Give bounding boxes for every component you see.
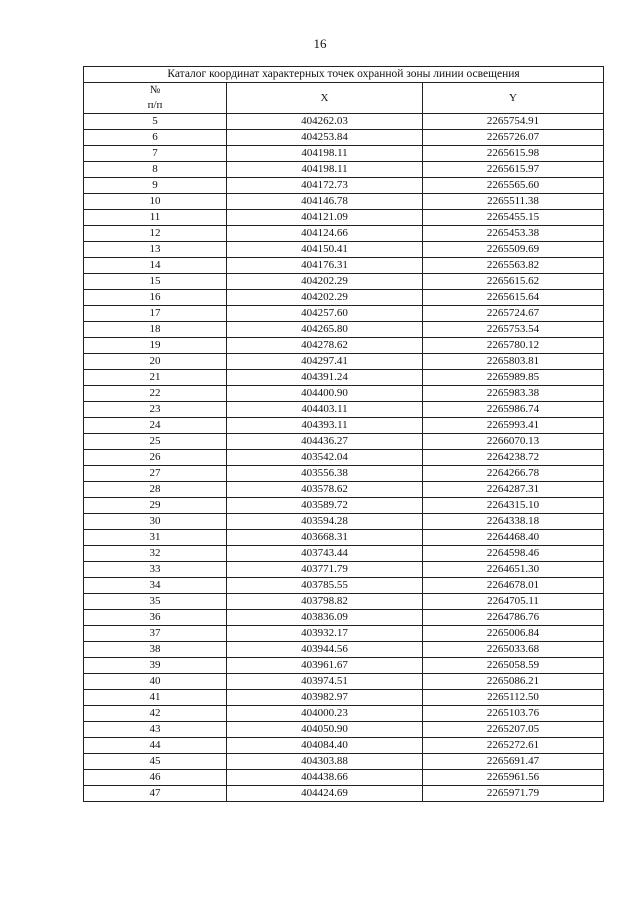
point-number-cell: 5 (84, 114, 227, 130)
point-number-cell: 35 (84, 594, 227, 610)
x-coordinate-cell: 404438.66 (227, 770, 423, 786)
point-number-cell: 45 (84, 754, 227, 770)
point-number-cell: 21 (84, 370, 227, 386)
table-row (84, 402, 604, 418)
table-row (84, 194, 604, 210)
point-number-cell: 15 (84, 274, 227, 290)
point-number-cell: 25 (84, 434, 227, 450)
point-number-cell: 46 (84, 770, 227, 786)
table-row (84, 306, 604, 322)
table-row (84, 530, 604, 546)
y-coordinate-cell: 2265989.85 (423, 370, 604, 386)
point-number-cell: 6 (84, 130, 227, 146)
y-coordinate-cell: 2264315.10 (423, 498, 604, 514)
point-number-cell: 20 (84, 354, 227, 370)
table-header-row (84, 83, 604, 114)
y-coordinate-cell: 2265993.41 (423, 418, 604, 434)
point-number-cell: 23 (84, 402, 227, 418)
header-number-symbol: № (149, 84, 161, 96)
x-coordinate-cell: 403836.09 (227, 610, 423, 626)
y-coordinate-cell: 2265983.38 (423, 386, 604, 402)
x-coordinate-cell: 403932.17 (227, 626, 423, 642)
table-row (84, 466, 604, 482)
x-coordinate-cell: 404084.40 (227, 738, 423, 754)
table-row (84, 178, 604, 194)
point-number-cell: 26 (84, 450, 227, 466)
y-coordinate-cell: 2265272.61 (423, 738, 604, 754)
table-row (84, 338, 604, 354)
y-coordinate-cell: 2265754.91 (423, 114, 604, 130)
x-coordinate-cell: 404257.60 (227, 306, 423, 322)
table-row (84, 722, 604, 738)
y-coordinate-cell: 2265453.38 (423, 226, 604, 242)
table-row (84, 450, 604, 466)
x-coordinate-cell: 404303.88 (227, 754, 423, 770)
x-coordinate-cell: 403982.97 (227, 690, 423, 706)
x-coordinate-cell: 404172.73 (227, 178, 423, 194)
table-row (84, 514, 604, 530)
x-coordinate-cell: 404150.41 (227, 242, 423, 258)
y-coordinate-cell: 2264598.46 (423, 546, 604, 562)
x-coordinate-cell: 403944.56 (227, 642, 423, 658)
x-coordinate-cell: 404391.24 (227, 370, 423, 386)
table-row (84, 434, 604, 450)
table-row (84, 418, 604, 434)
point-number-cell: 41 (84, 690, 227, 706)
point-number-cell: 7 (84, 146, 227, 162)
table-title-row (84, 67, 604, 83)
y-coordinate-cell: 2265615.64 (423, 290, 604, 306)
table-row (84, 674, 604, 690)
y-coordinate-cell: 2264266.78 (423, 466, 604, 482)
point-number-cell: 30 (84, 514, 227, 530)
point-number-cell: 11 (84, 210, 227, 226)
point-number-cell: 44 (84, 738, 227, 754)
point-number-cell: 33 (84, 562, 227, 578)
table-row (84, 162, 604, 178)
y-coordinate-cell: 2265207.05 (423, 722, 604, 738)
table-row (84, 322, 604, 338)
point-number-cell: 9 (84, 178, 227, 194)
y-coordinate-cell: 2264338.18 (423, 514, 604, 530)
x-coordinate-cell: 404124.66 (227, 226, 423, 242)
y-coordinate-cell: 2265615.62 (423, 274, 604, 290)
y-coordinate-cell: 2265511.38 (423, 194, 604, 210)
point-number-cell: 40 (84, 674, 227, 690)
table-row (84, 594, 604, 610)
table-body (84, 114, 604, 802)
table-row (84, 386, 604, 402)
y-coordinate-cell: 2265780.12 (423, 338, 604, 354)
point-number-cell: 18 (84, 322, 227, 338)
table-row (84, 786, 604, 802)
y-coordinate-cell: 2264468.40 (423, 530, 604, 546)
x-coordinate-cell: 404297.41 (227, 354, 423, 370)
y-coordinate-cell: 2264786.76 (423, 610, 604, 626)
x-coordinate-cell: 404265.80 (227, 322, 423, 338)
x-coordinate-cell: 404424.69 (227, 786, 423, 802)
header-x: X (227, 83, 423, 114)
table-title: Каталог координат характерных точек охранной зоны линии освещения (84, 67, 604, 83)
x-coordinate-cell: 404262.03 (227, 114, 423, 130)
table-row (84, 354, 604, 370)
y-coordinate-cell: 2265563.82 (423, 258, 604, 274)
table-row (84, 498, 604, 514)
point-number-cell: 14 (84, 258, 227, 274)
coordinate-catalog-table (83, 66, 604, 802)
table-row (84, 290, 604, 306)
y-coordinate-cell: 2265691.47 (423, 754, 604, 770)
point-number-cell: 32 (84, 546, 227, 562)
table-row (84, 578, 604, 594)
table-row (84, 130, 604, 146)
x-coordinate-cell: 404198.11 (227, 146, 423, 162)
x-coordinate-cell: 404400.90 (227, 386, 423, 402)
x-coordinate-cell: 404436.27 (227, 434, 423, 450)
table-row (84, 114, 604, 130)
point-number-cell: 12 (84, 226, 227, 242)
point-number-cell: 28 (84, 482, 227, 498)
y-coordinate-cell: 2265803.81 (423, 354, 604, 370)
x-coordinate-cell: 404393.11 (227, 418, 423, 434)
x-coordinate-cell: 404146.78 (227, 194, 423, 210)
point-number-cell: 42 (84, 706, 227, 722)
point-number-cell: 22 (84, 386, 227, 402)
x-coordinate-cell: 404121.09 (227, 210, 423, 226)
x-coordinate-cell: 404050.90 (227, 722, 423, 738)
y-coordinate-cell: 2264287.31 (423, 482, 604, 498)
header-number (84, 83, 227, 114)
table-row (84, 642, 604, 658)
point-number-cell: 47 (84, 786, 227, 802)
point-number-cell: 39 (84, 658, 227, 674)
x-coordinate-cell: 403743.44 (227, 546, 423, 562)
y-coordinate-cell: 2265455.15 (423, 210, 604, 226)
point-number-cell: 38 (84, 642, 227, 658)
table-row (84, 482, 604, 498)
y-coordinate-cell: 2265753.54 (423, 322, 604, 338)
x-coordinate-cell: 403785.55 (227, 578, 423, 594)
table-row (84, 610, 604, 626)
point-number-cell: 27 (84, 466, 227, 482)
y-coordinate-cell: 2265615.97 (423, 162, 604, 178)
table-row (84, 274, 604, 290)
y-coordinate-cell: 2265615.98 (423, 146, 604, 162)
y-coordinate-cell: 2264651.30 (423, 562, 604, 578)
x-coordinate-cell: 403542.04 (227, 450, 423, 466)
table-row (84, 770, 604, 786)
x-coordinate-cell: 403578.62 (227, 482, 423, 498)
y-coordinate-cell: 2265086.21 (423, 674, 604, 690)
table-row (84, 146, 604, 162)
y-coordinate-cell: 2265724.67 (423, 306, 604, 322)
page-number: 16 (313, 36, 327, 51)
point-number-cell: 10 (84, 194, 227, 210)
point-number-cell: 8 (84, 162, 227, 178)
point-number-cell: 29 (84, 498, 227, 514)
point-number-cell: 36 (84, 610, 227, 626)
point-number-cell: 24 (84, 418, 227, 434)
x-coordinate-cell: 403594.28 (227, 514, 423, 530)
x-coordinate-cell: 403974.51 (227, 674, 423, 690)
x-coordinate-cell: 403589.72 (227, 498, 423, 514)
x-coordinate-cell: 404253.84 (227, 130, 423, 146)
y-coordinate-cell: 2265103.76 (423, 706, 604, 722)
table-row (84, 226, 604, 242)
x-coordinate-cell: 404278.62 (227, 338, 423, 354)
x-coordinate-cell: 403961.67 (227, 658, 423, 674)
table-row (84, 706, 604, 722)
point-number-cell: 19 (84, 338, 227, 354)
x-coordinate-cell: 404202.29 (227, 290, 423, 306)
y-coordinate-cell: 2265033.68 (423, 642, 604, 658)
point-number-cell: 43 (84, 722, 227, 738)
x-coordinate-cell: 403771.79 (227, 562, 423, 578)
y-coordinate-cell: 2265112.50 (423, 690, 604, 706)
y-coordinate-cell: 2265565.60 (423, 178, 604, 194)
table-row (84, 754, 604, 770)
point-number-cell: 16 (84, 290, 227, 306)
x-coordinate-cell: 404202.29 (227, 274, 423, 290)
point-number-cell: 13 (84, 242, 227, 258)
y-coordinate-cell: 2265986.74 (423, 402, 604, 418)
table-row (84, 258, 604, 274)
y-coordinate-cell: 2266070.13 (423, 434, 604, 450)
x-coordinate-cell: 403798.82 (227, 594, 423, 610)
y-coordinate-cell: 2265726.07 (423, 130, 604, 146)
point-number-cell: 31 (84, 530, 227, 546)
point-number-cell: 34 (84, 578, 227, 594)
y-coordinate-cell: 2264705.11 (423, 594, 604, 610)
x-coordinate-cell: 403556.38 (227, 466, 423, 482)
table-row (84, 370, 604, 386)
table-row (84, 626, 604, 642)
x-coordinate-cell: 404176.31 (227, 258, 423, 274)
x-coordinate-cell: 404000.23 (227, 706, 423, 722)
y-coordinate-cell: 2265058.59 (423, 658, 604, 674)
table-row (84, 738, 604, 754)
x-coordinate-cell: 403668.31 (227, 530, 423, 546)
y-coordinate-cell: 2264678.01 (423, 578, 604, 594)
table-row (84, 546, 604, 562)
table-row (84, 242, 604, 258)
table-row (84, 690, 604, 706)
header-number-abbrev: п/п (147, 99, 163, 111)
table-row (84, 562, 604, 578)
y-coordinate-cell: 2265006.84 (423, 626, 604, 642)
y-coordinate-cell: 2265971.79 (423, 786, 604, 802)
x-coordinate-cell: 404198.11 (227, 162, 423, 178)
header-y: Y (423, 83, 604, 114)
point-number-cell: 37 (84, 626, 227, 642)
y-coordinate-cell: 2265509.69 (423, 242, 604, 258)
point-number-cell: 17 (84, 306, 227, 322)
x-coordinate-cell: 404403.11 (227, 402, 423, 418)
y-coordinate-cell: 2264238.72 (423, 450, 604, 466)
table-row (84, 210, 604, 226)
y-coordinate-cell: 2265961.56 (423, 770, 604, 786)
table-row (84, 658, 604, 674)
